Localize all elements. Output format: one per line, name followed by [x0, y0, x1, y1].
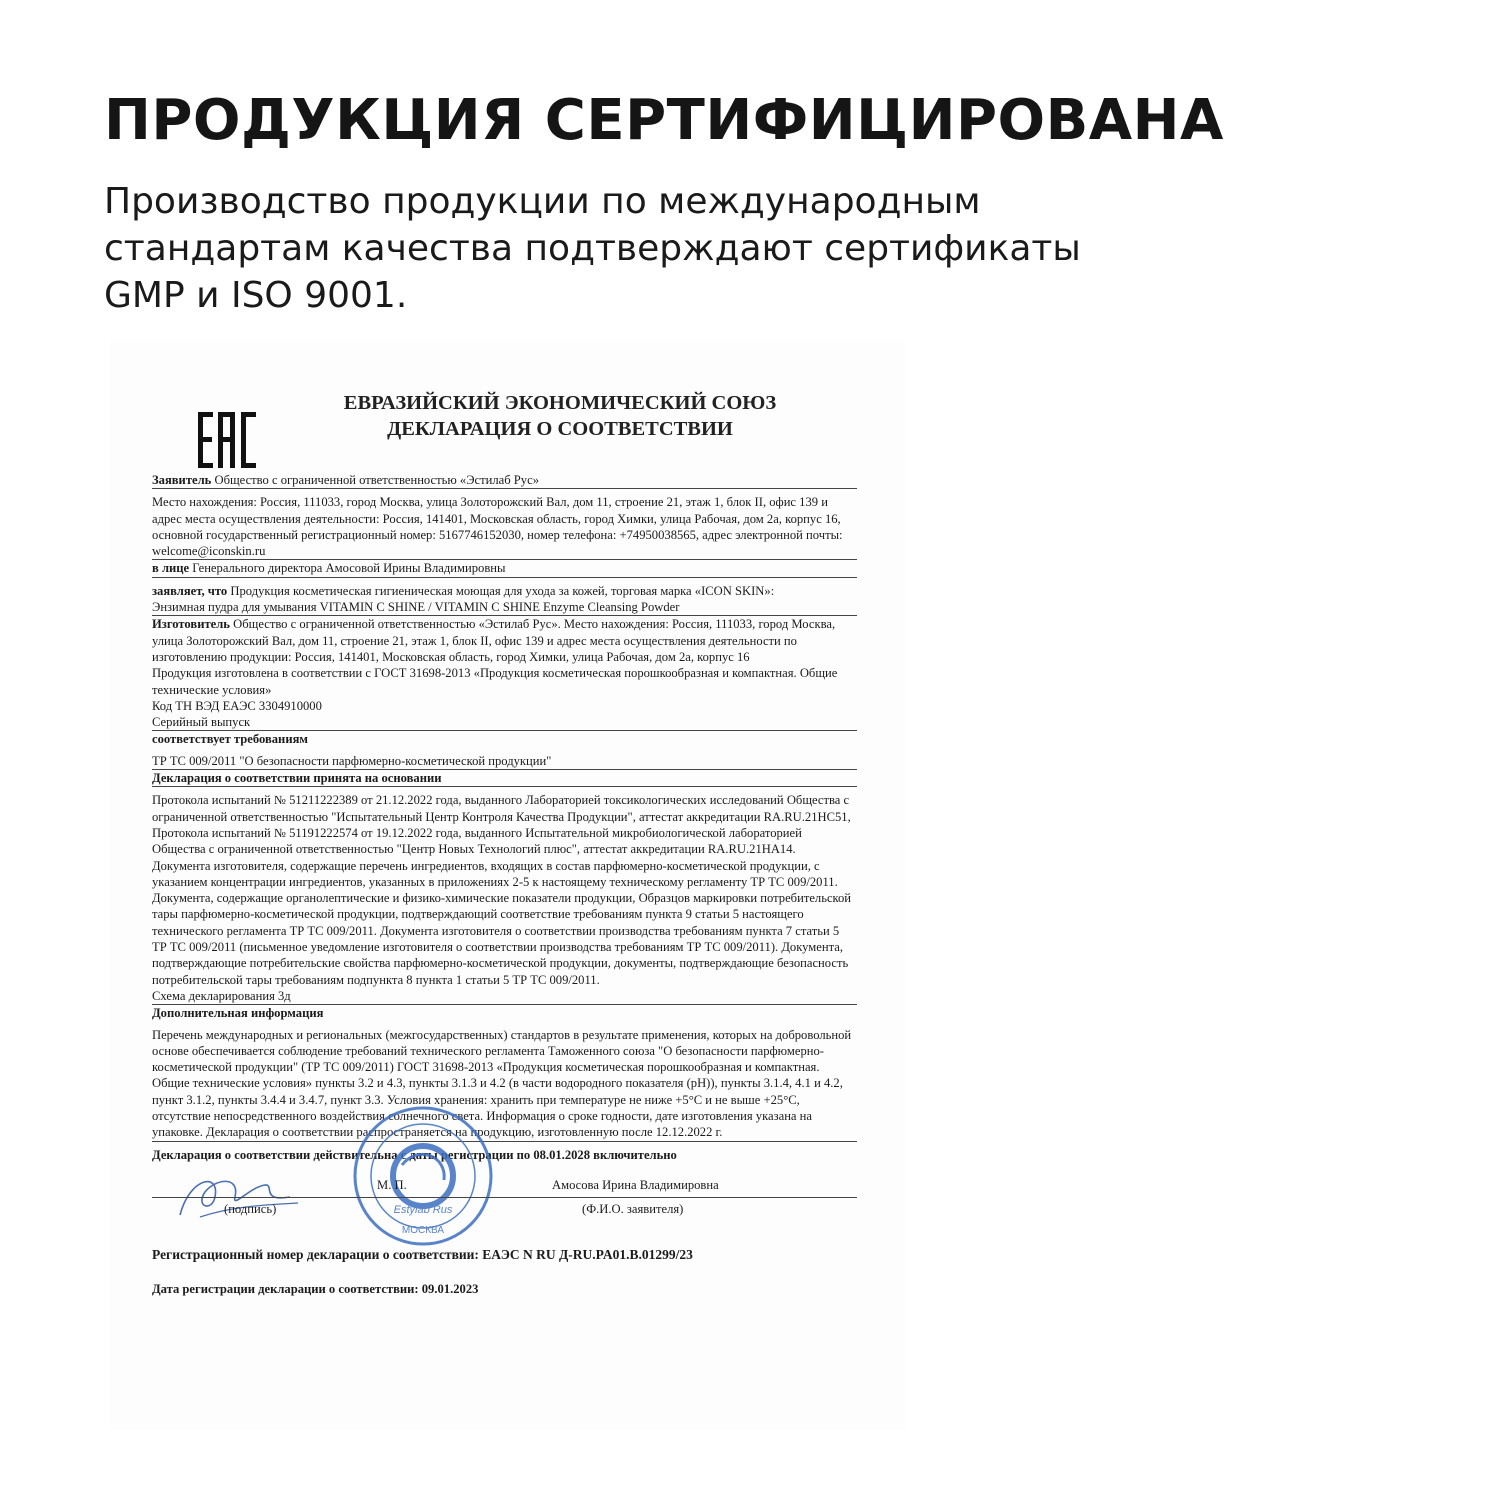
valid-until-row: Декларация о соответствии действительна с даты регистрации по 08.01.2028 включительно	[152, 1147, 677, 1162]
company-stamp-icon	[352, 1105, 494, 1247]
union-heading	[310, 390, 810, 442]
page-title: ПРОДУКЦИЯ СЕРТИФИЦИРОВАНА	[104, 88, 1224, 153]
stamp-city: МОСКВА	[401, 1224, 445, 1236]
union-title: ЕВРАЗИЙСКИЙ ЭКОНОМИЧЕСКИЙ СОЮЗ	[343, 392, 777, 414]
basis-text: Протокола испытаний № 51211222389 от 21.12.2022 года, выданного Лабораторией токсикологических исследований Общества с ограниченной ответственностью "Испытательный Центр Контроля Качества Продукции", аттестат аккредитации RA.RU.21НС51, Протокола испытаний № 51191222574 от 19.12.2022 года, выданного Испытательной микробиологической лабораторией Общества с ограниченной ответственностью "Центр Новых Технологий плюс", аттестат аккредитации RA.RU.21НА14. Документа изготовителя, содержащие перечень ингредиентов, входящих в состав парфюмерно-косметической продукции, с указанием концентрации ингредиентов, указанных в приложениях 2-5 к настоящему техническому регламенту ТР ТС 009/2011. Документа, содержащие органолептические и физико-химические показатели продукции, Образцов маркировки потребительской тары парфюмерно-косметической продукции, подтверждающий соответствие требованиям пункта 9 статьи 5 настоящего технического регламента ТР ТС 009/2011. Документа изготовителя о соответствии производства требованиям пункта 7 статьи 5 ТР ТС 009/2011 (письменное уведомление изготовителя о соответствии производства требованиям ТР ТС 009/2011). Документа, подтверждающие потребительские свойства парфюмерно-косметической продукции, документы, подтверждающие безопасность потребительской тары требованиям подпункта 8 пункта 1 статьи 5 ТР ТС 009/2011.	[152, 793, 852, 987]
subtitle-line-1: Производство продукции по международным	[104, 181, 981, 222]
declares-row: заявляет, что Продукция косметическая гигиеническая моющая для ухода за кожей, торговая марка «ICON SKIN»:	[152, 583, 775, 598]
declaration-document	[110, 340, 905, 1430]
extra-heading: Дополнительная информация	[152, 1006, 324, 1021]
tn-code-row: Код ТН ВЭД ЕАЭС 3304910000	[152, 698, 322, 713]
standard-row: Продукция изготовлена в соответствии с ГОСТ 31698-2013 «Продукция косметическая порошкообразная и компактная. Общие технические условия»	[152, 666, 838, 697]
extra-text: Перечень международных и региональных (межгосударственных) стандартов в результате применения, которых на добровольной основе обеспечивается соблюдение требований технического регламента Таможенного союза "О безопасности парфюмерно-косметической продукции" (ТР ТС 009/2011) ГОСТ 31698-2013 «Продукция косметическая порошкообразная и компактная. Общие технические условия» пункты 3.2 и 4.3, пункты 3.1.3 и 4.2 (в части водородного показателя (рН)), пункты 3.1.4, 4.1 и 4.2, пункт 3.1.2, пункты 3.4.4 и 3.4.7, пункт 3.3. Условия хранения: хранить при температуре не ниже +5°С и не выше +25°С, отсутствие непосредственного воздействия солнечного света. Информация о сроке годности, дате изготовления указана на упаковке. Декларация о соответствии распространяется на продукцию, изготовленную после 12.12.2022 г.	[152, 1027, 857, 1142]
subtitle-line-3: GMP и ISO 9001.	[104, 275, 408, 316]
declaration-body	[152, 472, 857, 1297]
fio-caption: (Ф.И.О. заявителя)	[582, 1201, 684, 1216]
signer-name: Амосова Ирина Владимировна	[552, 1177, 719, 1192]
serial-row: Серийный выпуск	[152, 714, 857, 731]
registration-number: Регистрационный номер декларации о соответствии: ЕАЭС N RU Д-RU.PA01.B.01299/23	[152, 1246, 693, 1262]
maker-row: Изготовитель Общество с ограниченной ответственностью «Эстилаб Рус». Место нахождения: Россия, 111033, город Москва, улица Золоторожский Вал, дом 11, строение 21, этаж 1, блок II, офис 139 и адрес места осуществления деятельности по изготовлению продукции: Россия, 141401, Московская область, город Химки, улица Рабочая, дом 2а, корпус 16	[152, 617, 836, 664]
declaration-title: ДЕКЛАРАЦИЯ О СООТВЕТСТВИИ	[387, 418, 733, 440]
page-subtitle	[104, 178, 1204, 319]
signature-caption: (подпись)	[224, 1201, 277, 1216]
registration-date: Дата регистрации декларации о соответствии: 09.01.2023	[152, 1282, 479, 1297]
eac-logo-icon	[196, 410, 258, 470]
scheme-row: Схема декларирования 3д	[152, 988, 857, 1005]
product-row: Энзимная пудра для умывания VITAMIN C SHINE / VITAMIN C SHINE Enzyme Cleansing Powder	[152, 599, 857, 616]
location-row: Место нахождения: Россия, 111033, город Москва, улица Золоторожский Вал, дом 11, строение 21, этаж 1, блок II, офис 139 и адрес места осуществления деятельности: Россия, 141401, Московская область, город Химки, улица Рабочая, дом 2а, корпус 16, основной государственный регистрационный номер: 5167746152030, номер телефона: +74950038565, адрес электронной почты: welcome@iconskin.ru	[152, 494, 857, 560]
applicant-row: Заявитель Общество с ограниченной ответственностью «Эстилаб Рус»	[152, 472, 857, 489]
conforms-row: соответствует требованиям	[152, 732, 308, 747]
basis-heading: Декларация о соответствии принята на основании	[152, 770, 857, 787]
regulation-row: ТР ТС 009/2011 "О безопасности парфюмерно-косметической продукции"	[152, 753, 857, 770]
person-row: в лице Генерального директора Амосовой Ирины Владимировны	[152, 560, 857, 577]
subtitle-line-2: стандартам качества подтверждают сертификаты	[104, 228, 1081, 269]
stamp-name: Estylab Rus	[393, 1203, 453, 1216]
signature-area	[152, 1163, 857, 1236]
seal-place: М. П.	[377, 1177, 407, 1192]
